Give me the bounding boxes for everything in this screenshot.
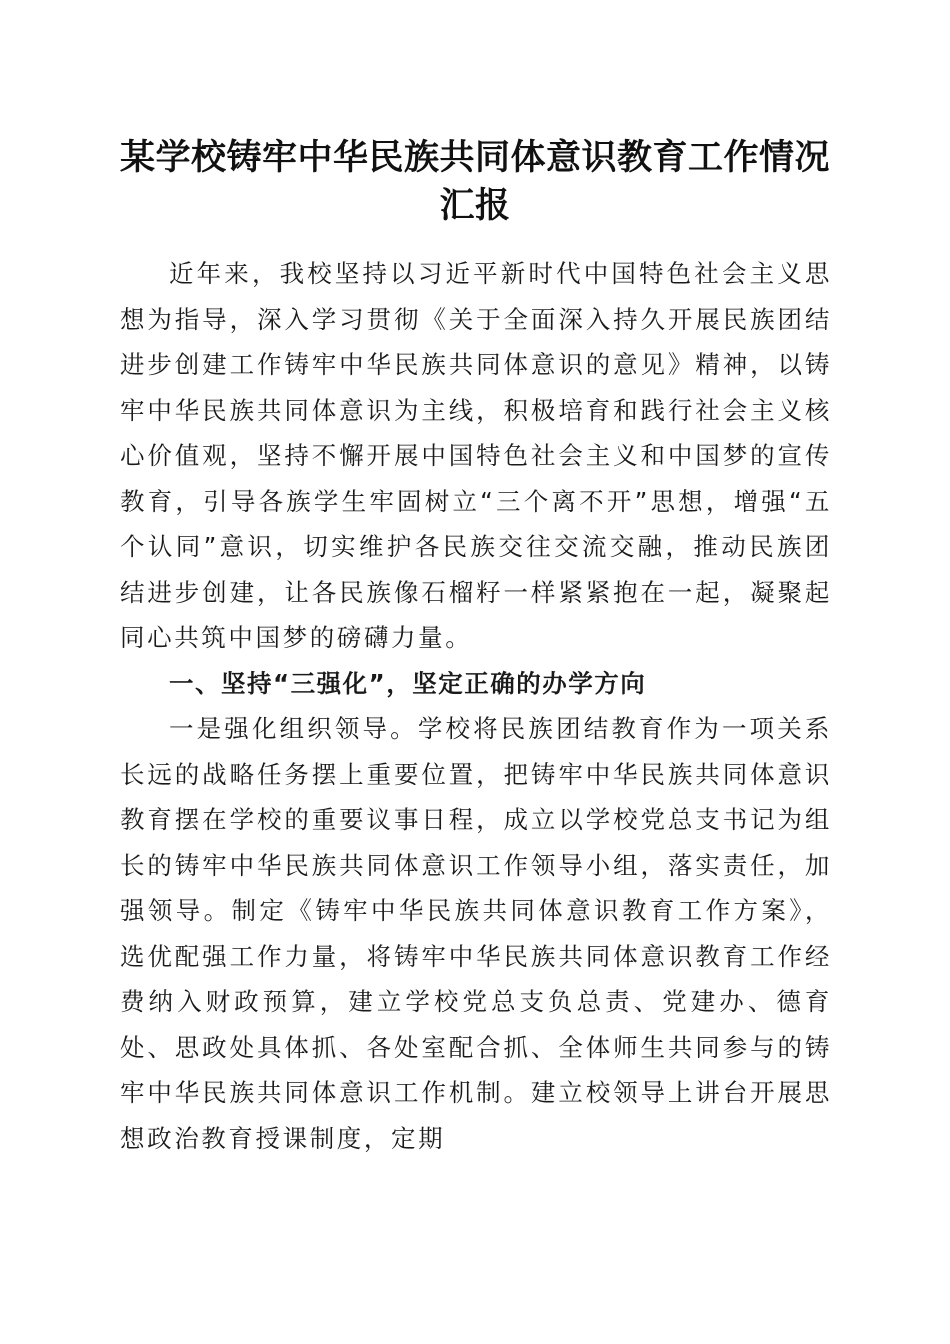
paragraph-text: 学校将民族团结教育作为一项关系长远的战略任务摆上重要位置，把铸牢中华民族共同体意识教育摆在学校的重要议事日程，成立以学校党总支书记为组长的铸牢中华民族共同体意识工作领导小组，落实责任，加强领导。制定《铸牢中华民族共同体意识教育工作方案》，选优配强工作力量，将铸牢中华民族共同体意识教育工作经费纳入财政预算，建立学校党总支负总责、党建办、德育处、思政处具体抓、各处室配合抓、全体师生共同参与的铸牢中华民族共同体意识工作机制。建立校领导上讲台开展思想政治教育授课制度，定期 [120, 714, 832, 1153]
paragraph-lead-phrase: 一是强化组织领导。 [169, 714, 418, 743]
document-body [120, 251, 832, 1161]
intro-paragraph: 近年来，我校坚持以习近平新时代中国特色社会主义思想为指导，深入学习贯彻《关于全面深入持久开展民族团结进步创建工作铸牢中华民族共同体意识的意见》精神，以铸牢中华民族共同体意识为主线，积极培育和践行社会主义核心价值观，坚持不懈开展中国特色社会主义和中国梦的宣传教育，引导各族学生牢固树立“三个离不开”思想，增强“五个认同”意识，切实维护各民族交往交流交融，推动民族团结进步创建，让各民族像石榴籽一样紧紧抱在一起，凝聚起同心共筑中国梦的磅礴力量。 [120, 259, 832, 652]
paragraph-organization-leadership [120, 706, 832, 1161]
title-line-1: 某学校铸牢中华民族共同体意识教育工作情况 [119, 137, 830, 178]
section-heading-1: 一、坚持“三强化”，坚定正确的办学方向 [169, 668, 647, 698]
title-line-2: 汇报 [439, 185, 511, 226]
document-title [100, 134, 850, 230]
